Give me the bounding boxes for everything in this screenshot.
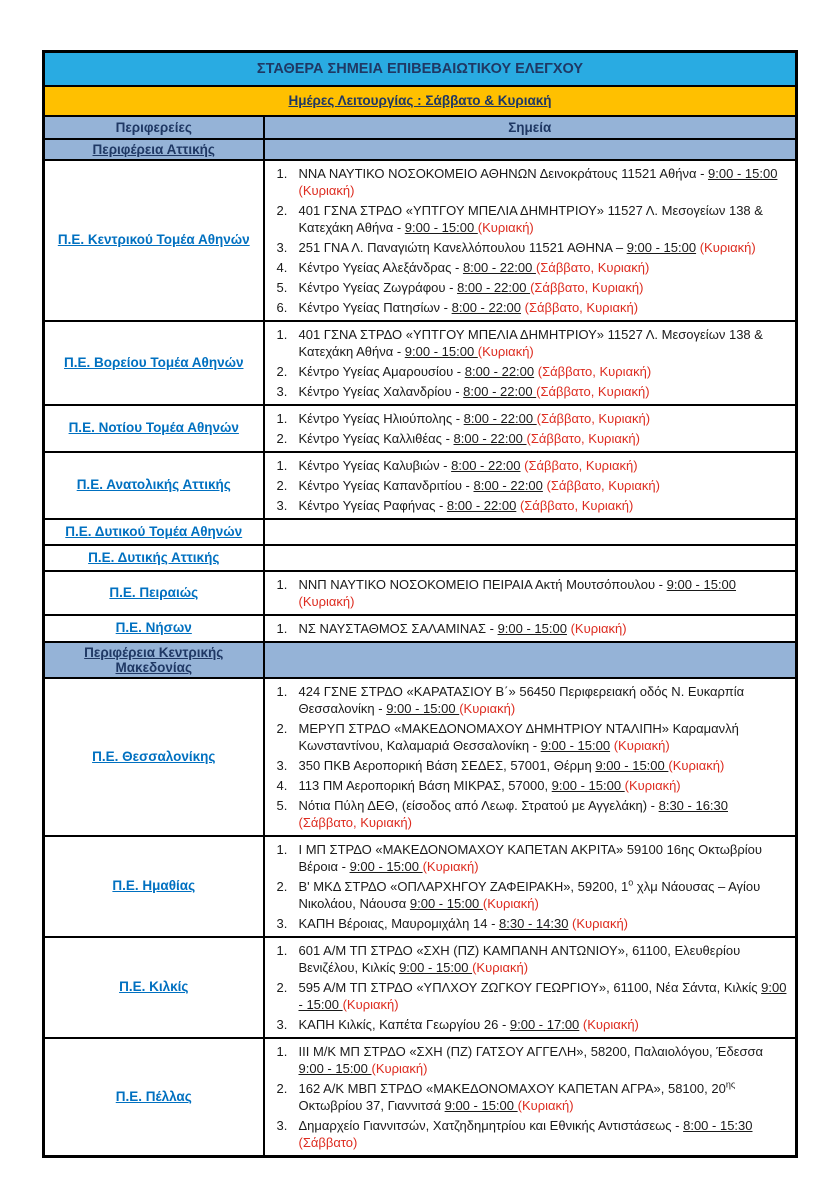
point-item bbox=[265, 326, 788, 360]
point-text: Κέντρο Υγείας Πατησίων - 8:00 - 22:00 (Σάββατο, Κυριακή) bbox=[298, 299, 639, 315]
column-header-regions: Περιφερείες bbox=[44, 116, 264, 139]
point-item bbox=[265, 477, 788, 494]
section-header-cell bbox=[44, 642, 264, 678]
point-number: 4. bbox=[276, 259, 288, 275]
point-item bbox=[265, 841, 788, 875]
point-text: Κέντρο Υγείας Καλλιθέας - 8:00 - 22:00 (Σάββατο, Κυριακή) bbox=[298, 430, 640, 446]
point-text: Δημαρχείο Γιαννιτσών, Χατζηδημητρίου και Εθνικής Αντιστάσεως - 8:00 - 15:30 (Σάββατο) bbox=[298, 1117, 753, 1150]
point-text: Κέντρο Υγείας Ηλιούπολης - 8:00 - 22:00 (Σάββατο, Κυριακή) bbox=[298, 410, 651, 426]
point-item bbox=[265, 720, 788, 754]
point-text: Κέντρο Υγείας Καπανδριτίου - 8:00 - 22:00 (Σάββατο, Κυριακή) bbox=[298, 477, 660, 493]
point-text: 401 ΓΣΝΑ ΣΤΡΔΟ «ΥΠΤΓΟΥ ΜΠΕΛΙΑ ΔΗΜΗΤΡΙΟΥ» 11527 Λ. Μεσογείων 138 & Κατεχάκη Αθήνα - 9:00 - 15:00 (Κυριακή) bbox=[298, 326, 763, 359]
point-item bbox=[265, 279, 788, 296]
point-number: 2. bbox=[276, 363, 288, 379]
points-cell bbox=[264, 836, 797, 937]
region-name-cell bbox=[44, 545, 264, 571]
section-header-row bbox=[44, 139, 797, 160]
point-number: 1. bbox=[276, 841, 288, 857]
region-row bbox=[44, 321, 797, 405]
region-row bbox=[44, 545, 797, 571]
region-link[interactable]: Π.Ε. Δυτικού Τομέα Αθηνών bbox=[65, 523, 243, 539]
region-link[interactable]: Π.Ε. Νήσων bbox=[115, 620, 192, 635]
point-text: Κέντρο Υγείας Χαλανδρίου - 8:00 - 22:00 (Σάββατο, Κυριακή) bbox=[298, 383, 650, 399]
operating-days-label: Ημέρες Λειτουργίας : Σάββατο & Κυριακή bbox=[288, 93, 552, 108]
point-text: Β' ΜΚΔ ΣΤΡΔΟ «ΟΠΛΑΡΧΗΓΟΥ ΖΑΦΕΙΡΑΚΗ», 59200, $1^o$ χλμ Νάουσας – Αγίου Νικολάου, Νάουσα 9:00 - 15:00 (Κυριακή) bbox=[298, 877, 761, 911]
point-text: Κέντρο Υγείας Αμαρουσίου - 8:00 - 22:00 (Σάββατο, Κυριακή) bbox=[298, 363, 652, 379]
point-item bbox=[265, 797, 788, 831]
point-number: 1. bbox=[276, 410, 288, 426]
region-link[interactable]: Π.Ε. Νοτίου Τομέα Αθηνών bbox=[68, 420, 239, 435]
region-name-cell bbox=[44, 160, 264, 321]
point-number: 1. bbox=[276, 683, 288, 699]
point-item bbox=[265, 576, 788, 610]
point-text: 251 ΓΝΑ Λ. Παναγιώτη Κανελλόπουλου 11521 ΑΘΗΝΑ – 9:00 - 15:00 (Κυριακή) bbox=[298, 239, 756, 255]
point-number: 4. bbox=[276, 777, 288, 793]
point-number: 2. bbox=[276, 720, 288, 736]
subtitle-row bbox=[44, 86, 797, 116]
point-number: 6. bbox=[276, 299, 288, 315]
point-text: ΝΝΠ ΝΑΥΤΙΚΟ ΝΟΣΟΚΟΜΕΙΟ ΠΕΙΡΑΙΑ Ακτή Μουτσόπουλου - 9:00 - 15:00 (Κυριακή) bbox=[298, 576, 737, 609]
point-item bbox=[265, 299, 788, 316]
point-number: 1. bbox=[276, 1043, 288, 1059]
region-name-cell bbox=[44, 519, 264, 545]
point-number: 2. bbox=[276, 430, 288, 446]
region-name-cell bbox=[44, 571, 264, 615]
point-item bbox=[265, 1016, 788, 1033]
point-text: ΜΕΡΥΠ ΣΤΡΔΟ «ΜΑΚΕΔΟΝΟΜΑΧΟΥ ΔΗΜΗΤΡΙΟΥ ΝΤΑΛΙΠΗ» Καραμανλή Κωνσταντίνου, Καλαμαριά Θεσσαλονίκη - 9:00 - 15:00 (Κυριακή) bbox=[298, 720, 739, 753]
region-row bbox=[44, 937, 797, 1038]
point-number: 1. bbox=[276, 576, 288, 592]
point-number: 3. bbox=[276, 1117, 288, 1133]
point-text: 350 ΠΚΒ Αεροπορική Βάση ΣΕΔΕΣ, 57001, Θέρμη 9:00 - 15:00 (Κυριακή) bbox=[298, 757, 725, 773]
point-number: 1. bbox=[276, 620, 288, 636]
point-text: ΚΑΠΗ Βέροιας, Μαυρομιχάλη 14 - 8:30 - 14:30 (Κυριακή) bbox=[298, 915, 629, 931]
point-item bbox=[265, 259, 788, 276]
point-text: Ι ΜΠ ΣΤΡΔΟ «ΜΑΚΕΔΟΝΟΜΑΧΟΥ ΚΑΠΕΤΑΝ ΑΚΡΙΤΑ» 59100 16ης Οκτωβρίου Βέροια - 9:00 - 15:00 (Κυριακή) bbox=[298, 841, 762, 874]
title-row bbox=[44, 52, 797, 86]
point-number: 2. bbox=[276, 477, 288, 493]
region-name-cell bbox=[44, 678, 264, 836]
point-item bbox=[265, 878, 788, 912]
region-link[interactable]: Π.Ε. Θεσσαλονίκης bbox=[92, 748, 216, 764]
points-cell bbox=[264, 615, 797, 642]
point-text: ΝΝΑ ΝΑΥΤΙΚΟ ΝΟΣΟΚΟΜΕΙΟ ΑΘΗΝΩΝ Δεινοκράτους 11521 Αθήνα - 9:00 - 15:00 (Κυριακή) bbox=[298, 165, 778, 198]
region-name-cell bbox=[44, 1038, 264, 1157]
point-item bbox=[265, 202, 788, 236]
point-text: ΚΑΠΗ Κιλκίς, Καπέτα Γεωργίου 26 - 9:00 - 17:00 (Κυριακή) bbox=[298, 1016, 639, 1032]
section-header-label: Περιφέρεια Αττικής bbox=[92, 141, 215, 157]
point-item bbox=[265, 165, 788, 199]
point-text: Κέντρο Υγείας Ραφήνας - 8:00 - 22:00 (Σάββατο, Κυριακή) bbox=[298, 497, 634, 513]
point-item bbox=[265, 363, 788, 380]
point-number: 3. bbox=[276, 757, 288, 773]
point-text: 601 Α/Μ ΤΠ ΣΤΡΔΟ «ΣΧΗ (ΠΖ) ΚΑΜΠΑΝΗ ΑΝΤΩΝΙΟΥ», 61100, Ελευθερίου Βενιζέλου, Κιλκίς 9:00 - 15:00 (Κυριακή) bbox=[298, 942, 741, 975]
point-text: Κέντρο Υγείας Αλεξάνδρας - 8:00 - 22:00 (Σάββατο, Κυριακή) bbox=[298, 259, 650, 275]
region-name-cell bbox=[44, 405, 264, 452]
region-link[interactable]: Π.Ε. Βορείου Τομέα Αθηνών bbox=[64, 354, 244, 370]
region-link[interactable]: Π.Ε. Ανατολικής Αττικής bbox=[76, 477, 231, 492]
point-text: 595 Α/Μ ΤΠ ΣΤΡΔΟ «ΥΠΛΧΟΥ ΖΩΓΚΟΥ ΓΕΩΡΓΙΟΥ», 61100, Νέα Σάντα, Κιλκίς 9:00 - 15:00 (Κυριακή) bbox=[298, 979, 787, 1012]
point-item bbox=[265, 1043, 788, 1077]
point-number: 3. bbox=[276, 383, 288, 399]
point-text: ΙΙΙ Μ/Κ ΜΠ ΣΤΡΔΟ «ΣΧΗ (ΠΖ) ΓΑΤΣΟΥ ΑΓΓΕΛΗ», 58200, Παλαιολόγου, Έδεσσα 9:00 - 15:00 (Κυριακή) bbox=[298, 1043, 764, 1076]
points-cell bbox=[264, 545, 797, 571]
region-link[interactable]: Π.Ε. Κιλκίς bbox=[119, 979, 189, 994]
column-header-row bbox=[44, 116, 797, 139]
points-cell bbox=[264, 678, 797, 836]
point-number: 1. bbox=[276, 326, 288, 342]
point-text: 162 Α/Κ ΜΒΠ ΣΤΡΔΟ «ΜΑΚΕΔΟΝΟΜΑΧΟΥ ΚΑΠΕΤΑΝ ΑΓΡΑ», 58100, $20^{\eta\varsigma}$ Οκτωβρίου 37, Γιαννιτσά 9:00 - 15:00 (Κυριακή) bbox=[298, 1079, 736, 1113]
point-text: 424 ΓΣΝΕ ΣΤΡΔΟ «ΚΑΡΑΤΑΣΙΟΥ Β΄» 56450 Περιφερειακή οδός Ν. Ευκαρπία Θεσσαλονίκη - 9:00 - 15:00 (Κυριακή) bbox=[298, 683, 745, 716]
point-item bbox=[265, 457, 788, 474]
point-number: 1. bbox=[276, 942, 288, 958]
point-text: Κέντρο Υγείας Καλυβιών - 8:00 - 22:00 (Σάββατο, Κυριακή) bbox=[298, 457, 638, 473]
region-row bbox=[44, 160, 797, 321]
point-number: 5. bbox=[276, 797, 288, 813]
region-link[interactable]: Π.Ε. Πέλλας bbox=[115, 1088, 192, 1104]
section-header-cell bbox=[44, 139, 264, 160]
points-cell bbox=[264, 1038, 797, 1157]
region-link[interactable]: Π.Ε. Πειραιώς bbox=[109, 584, 199, 600]
region-name-cell bbox=[44, 321, 264, 405]
points-cell bbox=[264, 160, 797, 321]
page-title: ΣΤΑΘΕΡΑ ΣΗΜΕΙΑ ΕΠΙΒΕΒΑΙΩΤΙΚΟΥ ΕΛΕΓΧΟΥ bbox=[44, 52, 797, 86]
point-item bbox=[265, 1080, 788, 1114]
point-item bbox=[265, 979, 788, 1013]
region-name-cell bbox=[44, 615, 264, 642]
point-item bbox=[265, 942, 788, 976]
point-number: 2. bbox=[276, 878, 288, 894]
point-text: Νότια Πύλη ΔΕΘ, (είσοδος από Λεωφ. Στρατού με Αγγελάκη) - 8:30 - 16:30 (Σάββατο, Κυριακή) bbox=[298, 797, 728, 830]
point-item bbox=[265, 383, 788, 400]
points-cell bbox=[264, 321, 797, 405]
region-row bbox=[44, 519, 797, 545]
point-number: 3. bbox=[276, 239, 288, 255]
control-points-table bbox=[42, 50, 798, 1158]
point-number: 2. bbox=[276, 1080, 288, 1096]
section-header-empty-cell bbox=[264, 642, 797, 678]
point-item bbox=[265, 683, 788, 717]
point-number: 5. bbox=[276, 279, 288, 295]
region-row bbox=[44, 571, 797, 615]
region-row bbox=[44, 615, 797, 642]
column-header-points: Σημεία bbox=[264, 116, 797, 139]
point-number: 1. bbox=[276, 457, 288, 473]
point-item bbox=[265, 620, 788, 637]
region-link[interactable]: Π.Ε. Ημαθίας bbox=[112, 878, 196, 893]
points-cell bbox=[264, 405, 797, 452]
point-number: 3. bbox=[276, 1016, 288, 1032]
region-link[interactable]: Π.Ε. Κεντρικού Τομέα Αθηνών bbox=[57, 232, 250, 247]
point-item bbox=[265, 915, 788, 932]
region-row bbox=[44, 678, 797, 836]
region-name-cell bbox=[44, 836, 264, 937]
point-item bbox=[265, 497, 788, 514]
point-text: Κέντρο Υγείας Ζωγράφου - 8:00 - 22:00 (Σάββατο, Κυριακή) bbox=[298, 279, 644, 295]
points-cell bbox=[264, 519, 797, 545]
point-item bbox=[265, 430, 788, 447]
region-name-cell bbox=[44, 937, 264, 1038]
point-item bbox=[265, 239, 788, 256]
point-text: ΝΣ ΝΑΥΣΤΑΘΜΟΣ ΣΑΛΑΜΙΝΑΣ - 9:00 - 15:00 (Κυριακή) bbox=[298, 620, 627, 636]
point-number: 2. bbox=[276, 202, 288, 218]
point-item bbox=[265, 1117, 788, 1151]
point-text: 401 ΓΣΝΑ ΣΤΡΔΟ «ΥΠΤΓΟΥ ΜΠΕΛΙΑ ΔΗΜΗΤΡΙΟΥ» 11527 Λ. Μεσογείων 138 & Κατεχάκη Αθήνα - 9:00 - 15:00 (Κυριακή) bbox=[298, 202, 763, 235]
points-cell bbox=[264, 937, 797, 1038]
point-item bbox=[265, 777, 788, 794]
section-header-row bbox=[44, 642, 797, 678]
point-number: 2. bbox=[276, 979, 288, 995]
point-number: 3. bbox=[276, 497, 288, 513]
point-number: 1. bbox=[276, 165, 288, 181]
point-text: 113 ΠΜ Αεροπορική Βάση ΜΙΚΡΑΣ, 57000, 9:00 - 15:00 (Κυριακή) bbox=[298, 777, 681, 793]
region-row bbox=[44, 836, 797, 937]
point-number: 3. bbox=[276, 915, 288, 931]
section-header-empty-cell bbox=[264, 139, 797, 160]
region-row bbox=[44, 405, 797, 452]
subtitle-cell bbox=[44, 86, 797, 116]
region-name-cell bbox=[44, 452, 264, 519]
point-item bbox=[265, 757, 788, 774]
points-cell bbox=[264, 452, 797, 519]
table-body bbox=[44, 52, 797, 1157]
section-header-label: Περιφέρεια Κεντρικής Μακεδονίας bbox=[84, 644, 224, 675]
region-row bbox=[44, 452, 797, 519]
points-cell bbox=[264, 571, 797, 615]
point-item bbox=[265, 410, 788, 427]
region-link[interactable]: Π.Ε. Δυτικής Αττικής bbox=[88, 549, 220, 565]
region-row bbox=[44, 1038, 797, 1157]
